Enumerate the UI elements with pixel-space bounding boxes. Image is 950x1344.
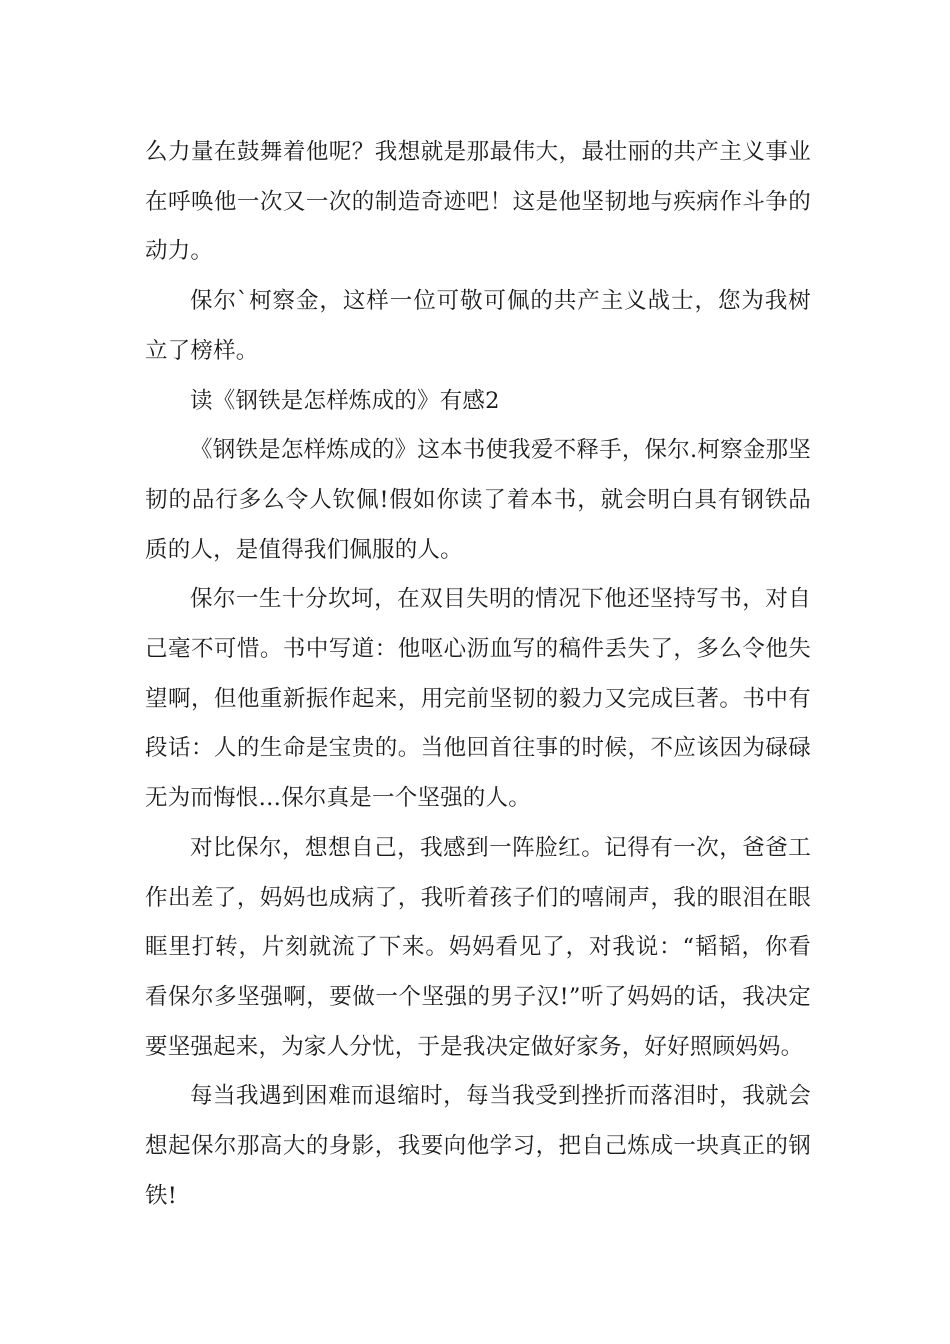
paragraph-continued: 么力量在鼓舞着他呢？我想就是那最伟大，最壮丽的共产主义事业在呼唤他一次又一次的制造奇迹吧！这是他坚韧地与疾病作斗争的动力。 [145, 139, 811, 265]
paragraph-intro: 《钢铁是怎样炼成的》这本书使我爱不释手，保尔.柯察金那坚韧的品行多么令人钦佩!假如你读了着本书，就会明白具有钢铁品质的人，是值得我们佩服的人。 [145, 437, 811, 563]
paragraph-hardships: 保尔一生十分坎坷，在双目失明的情况下他还坚持写书，对自己毫不可惜。书中写道：他呕心沥血写的稿件丢失了，多么令他失望啊，但他重新振作起来，用完前坚韧的毅力又完成巨著。书中有段话：人的生命是宝贵的。当他回首往事的时候，不应该因为碌碌无为而悔恨…保尔真是一个坚强的人。 [145, 586, 811, 812]
document-body [145, 128, 811, 1221]
essay-title: 读《钢铁是怎样炼成的》有感2 [190, 387, 500, 414]
paragraph-role-model: 保尔`柯察金，这样一位可敬可佩的共产主义战士，您为我树立了榜样。 [145, 288, 811, 364]
paragraph-conclusion: 每当我遇到困难而退缩时，每当我受到挫折而落泪时，我就会想起保尔那高大的身影，我要向他学习，把自己炼成一块真正的钢铁! [145, 1083, 811, 1209]
paragraph-comparison: 对比保尔，想想自己，我感到一阵脸红。记得有一次，爸爸工作出差了，妈妈也成病了，我听着孩子们的嘻闹声，我的眼泪在眼眶里打转，片刻就流了下来。妈妈看见了，对我说：“韬韬，你看看保尔多坚强啊，要做一个坚强的男子汉!”听了妈妈的话，我决定要坚强起来，为家人分忧，于是我决定做好家务，好好照顾妈妈。 [145, 834, 811, 1060]
